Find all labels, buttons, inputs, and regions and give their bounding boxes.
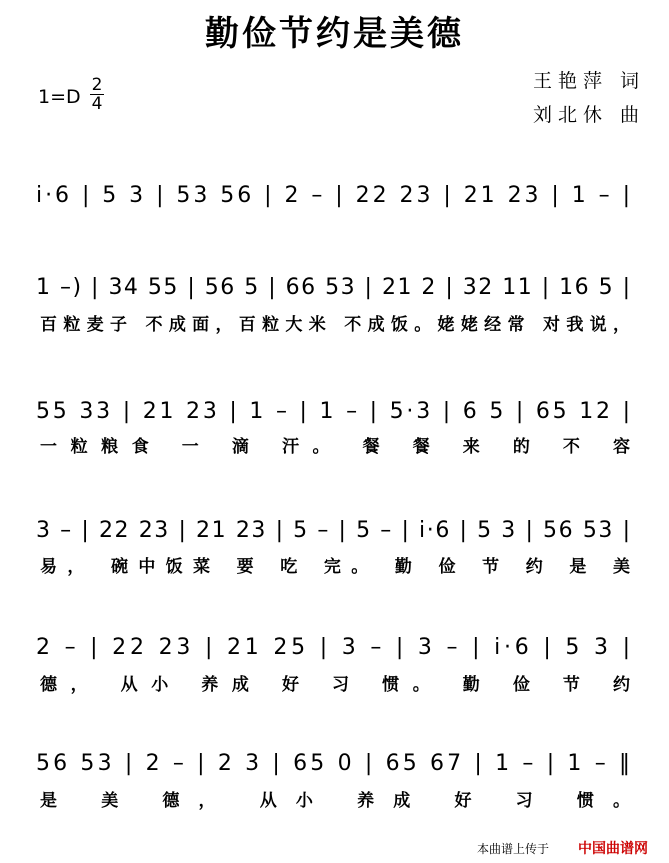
time-signature-denominator: 4 [91,94,103,114]
lyrics-line-6: 是 美 德， 从小 养成 好 习 惯。 [40,791,630,811]
lyrics-line-5: 德， 从小 养成 好 习 惯。 勤 俭 节 约 [40,675,630,695]
lyrics-line-3: 一粒粮食 一 滴 汗。 餐 餐 来 的 不 容 [40,437,630,457]
site-logo-text: 中国曲谱网 [578,841,648,857]
key-signature: 1=D [38,86,81,108]
composer-credit: 刘北休 曲 [533,104,646,126]
page-title: 勤俭节约是美德 [205,14,464,54]
lyrics-line-4: 易， 碗中饭菜 要 吃 完。 勤 俭 节 约 是 美 [40,557,631,577]
lyricist-credit: 王艳萍 词 [533,70,646,92]
notes-line-2: 1 –) | 34 55 | 56 5 | 66 53 | 21 2 | 32 11 | 16 5 | [36,275,630,300]
notes-line-1: i·6 | 5 3 | 53 56 | 2 – | 22 23 | 21 23 | 1 – | [36,183,631,208]
notes-line-6: 56 53 | 2 – | 2 3 | 65 0 | 65 67 | 1 – | 1 – ‖ [36,751,631,776]
notes-line-5: 2 – | 22 23 | 21 25 | 3 – | 3 – | i·6 | 5 3 | [36,635,631,660]
notes-line-4: 3 – | 22 23 | 21 23 | 5 – | 5 – | i·6 | 5 3 | 56 53 | [36,518,631,543]
notes-line-3: 55 33 | 21 23 | 1 – | 1 – | 5·3 | 6 5 | 65 12 | [36,399,631,424]
site-logo [578,838,648,858]
footer-upload-text: 本曲谱上传于 [477,842,550,856]
time-signature-numerator: 2 [91,75,103,95]
lyrics-line-2: 百粒麦子 不成面，百粒大米 不成饭。姥姥经常 对我说， [40,315,630,335]
